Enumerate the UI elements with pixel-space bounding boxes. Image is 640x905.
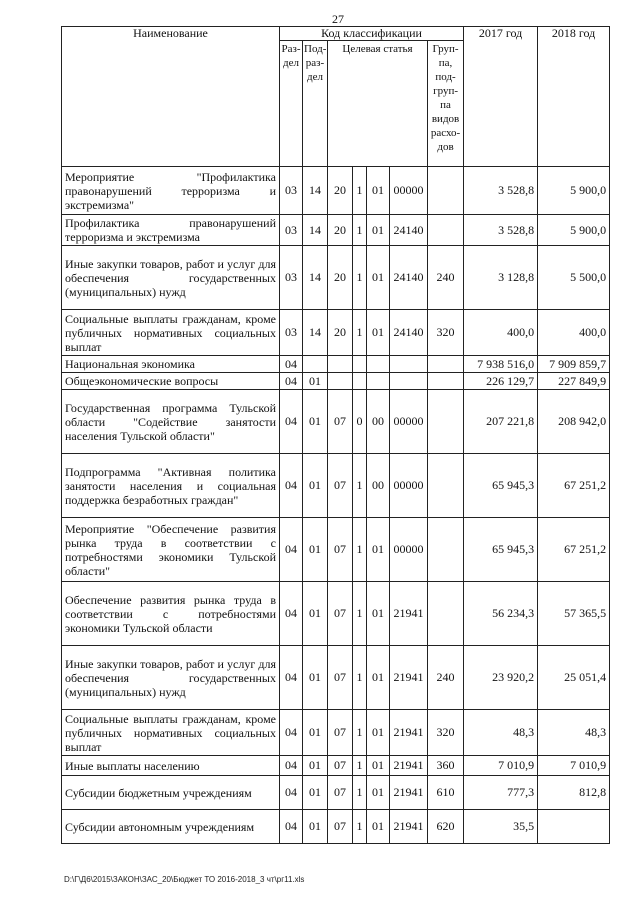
cell-t3: 01 [367,246,390,310]
cell-t1: 20 [328,167,353,215]
cell-t1 [328,356,353,373]
cell-razdel: 04 [280,810,303,844]
footer-file-path: D:\Г\Д6\2015\ЗАКОН\ЗАС_20\Бюджет ТО 2016-2018_3 чт\рг11.xls [64,875,305,884]
cell-group [428,373,464,390]
cell-t2: 1 [353,167,367,215]
cell-razdel: 04 [280,582,303,646]
cell-razdel: 04 [280,390,303,454]
cell-t2: 1 [353,810,367,844]
cell-podrazdel: 14 [303,215,328,246]
cell-y2017: 35,5 [464,810,538,844]
cell-group: 240 [428,246,464,310]
header-group: Груп-па, под-груп-па видов расхо-дов [428,41,464,167]
cell-razdel: 03 [280,246,303,310]
cell-t1: 07 [328,710,353,756]
cell-t2: 0 [353,390,367,454]
cell-razdel: 04 [280,356,303,373]
cell-t4: 21941 [390,646,428,710]
cell-group: 240 [428,646,464,710]
cell-y2018: 25 051,4 [538,646,610,710]
cell-razdel: 04 [280,756,303,776]
table-row [62,167,610,215]
cell-y2017: 65 945,3 [464,454,538,518]
page-number: 27 [332,12,344,26]
cell-t2 [353,356,367,373]
cell-y2017: 207 221,8 [464,390,538,454]
cell-t2: 1 [353,776,367,810]
cell-t4: 24140 [390,215,428,246]
cell-t2 [353,373,367,390]
cell-podrazdel: 01 [303,646,328,710]
cell-razdel: 03 [280,310,303,356]
cell-name: Профилактика правонарушений терроризма и экстремизма [62,215,280,246]
cell-y2018: 57 365,5 [538,582,610,646]
cell-group [428,167,464,215]
cell-y2018: 5 500,0 [538,246,610,310]
table-row [62,215,610,246]
cell-name: Субсидии бюджетным учреждениям [62,776,280,810]
cell-t4: 00000 [390,454,428,518]
cell-group [428,390,464,454]
table-row [62,710,610,756]
cell-t4: 00000 [390,518,428,582]
cell-t3 [367,373,390,390]
table-row [62,582,610,646]
cell-razdel: 04 [280,646,303,710]
cell-group [428,518,464,582]
cell-y2017: 7 938 516,0 [464,356,538,373]
cell-razdel: 04 [280,710,303,756]
table-row [62,646,610,710]
table-row [62,518,610,582]
table-row [62,454,610,518]
cell-t1: 20 [328,215,353,246]
header-podrazdel: Под-раз-дел [303,41,328,167]
cell-podrazdel: 01 [303,776,328,810]
cell-t4: 24140 [390,246,428,310]
cell-y2017: 777,3 [464,776,538,810]
cell-t3: 01 [367,518,390,582]
header-code-group: Код классификации [280,27,464,41]
table-row [62,310,610,356]
cell-t3 [367,356,390,373]
cell-t1: 07 [328,518,353,582]
cell-t4 [390,356,428,373]
cell-t4: 21941 [390,776,428,810]
cell-t4: 21941 [390,582,428,646]
cell-t2: 1 [353,454,367,518]
cell-t2: 1 [353,246,367,310]
cell-t1: 07 [328,810,353,844]
cell-name: Подпрограмма "Активная политика занятости населения и социальная поддержка безработных граждан" [62,454,280,518]
cell-name: Государственная программа Тульской области "Содействие занятости населения Тульской области" [62,390,280,454]
cell-razdel: 04 [280,454,303,518]
cell-t2: 1 [353,756,367,776]
cell-t3: 01 [367,710,390,756]
cell-name: Иные закупки товаров, работ и услуг для обеспечения государственных (муниципальных) нужд [62,646,280,710]
cell-podrazdel: 01 [303,810,328,844]
cell-group [428,454,464,518]
cell-t2: 1 [353,646,367,710]
cell-group [428,582,464,646]
cell-t3: 01 [367,215,390,246]
cell-t3: 01 [367,582,390,646]
cell-y2018 [538,810,610,844]
header-razdel: Раз-дел [280,41,303,167]
cell-t2: 1 [353,582,367,646]
cell-t4: 00000 [390,167,428,215]
budget-table [61,26,610,844]
cell-y2018: 7 909 859,7 [538,356,610,373]
cell-y2018: 67 251,2 [538,454,610,518]
cell-t3: 00 [367,454,390,518]
cell-t3: 01 [367,776,390,810]
cell-t1 [328,373,353,390]
header-year-2017: 2017 год [464,27,538,167]
cell-name: Иные закупки товаров, работ и услуг для обеспечения государственных (муниципальных) нужд [62,246,280,310]
table-row [62,810,610,844]
cell-name: Обеспечение развития рынка труда в соответствии с потребностями экономики Тульской области [62,582,280,646]
table-row [62,356,610,373]
cell-y2017: 3 528,8 [464,167,538,215]
cell-razdel: 04 [280,518,303,582]
cell-y2018: 227 849,9 [538,373,610,390]
cell-podrazdel: 01 [303,582,328,646]
cell-y2017: 400,0 [464,310,538,356]
cell-podrazdel: 01 [303,518,328,582]
cell-podrazdel: 01 [303,710,328,756]
cell-name: Общеэкономические вопросы [62,373,280,390]
cell-razdel: 04 [280,373,303,390]
cell-t3: 00 [367,390,390,454]
cell-razdel: 04 [280,776,303,810]
cell-y2017: 23 920,2 [464,646,538,710]
table-row [62,390,610,454]
cell-t1: 07 [328,454,353,518]
cell-t1: 20 [328,246,353,310]
cell-name: Социальные выплаты гражданам, кроме публичных нормативных социальных выплат [62,310,280,356]
cell-y2018: 48,3 [538,710,610,756]
table-row [62,246,610,310]
header-target: Целевая статья [328,41,428,167]
cell-podrazdel [303,356,328,373]
cell-podrazdel: 01 [303,373,328,390]
cell-group: 620 [428,810,464,844]
cell-y2017: 3 528,8 [464,215,538,246]
cell-y2018: 7 010,9 [538,756,610,776]
cell-y2017: 65 945,3 [464,518,538,582]
cell-razdel: 03 [280,167,303,215]
cell-t2: 1 [353,310,367,356]
header-row-top [62,27,610,41]
cell-name: Субсидии автономным учреждениям [62,810,280,844]
table-row [62,776,610,810]
cell-y2017: 226 129,7 [464,373,538,390]
cell-name: Мероприятие "Обеспечение развития рынка труда в соответствии с потребностями экономики Тульской области" [62,518,280,582]
cell-y2017: 7 010,9 [464,756,538,776]
cell-t4: 24140 [390,310,428,356]
cell-name: Иные выплаты населению [62,756,280,776]
cell-t2: 1 [353,518,367,582]
cell-y2018: 208 942,0 [538,390,610,454]
cell-group: 320 [428,710,464,756]
table-body [62,167,610,844]
cell-t3: 01 [367,167,390,215]
table-row [62,373,610,390]
cell-t1: 07 [328,646,353,710]
cell-podrazdel: 14 [303,246,328,310]
cell-t4 [390,373,428,390]
cell-group [428,356,464,373]
cell-y2017: 56 234,3 [464,582,538,646]
cell-name: Мероприятие "Профилактика правонарушений терроризма и экстремизма" [62,167,280,215]
cell-group [428,215,464,246]
cell-podrazdel: 01 [303,756,328,776]
cell-group: 360 [428,756,464,776]
cell-name: Национальная экономика [62,356,280,373]
cell-t3: 01 [367,810,390,844]
cell-y2018: 812,8 [538,776,610,810]
cell-t2: 1 [353,215,367,246]
cell-y2017: 3 128,8 [464,246,538,310]
cell-group: 610 [428,776,464,810]
cell-y2018: 5 900,0 [538,215,610,246]
cell-t1: 20 [328,310,353,356]
cell-t4: 21941 [390,756,428,776]
table-row [62,756,610,776]
cell-y2018: 67 251,2 [538,518,610,582]
cell-podrazdel: 14 [303,167,328,215]
cell-t1: 07 [328,390,353,454]
cell-t1: 07 [328,756,353,776]
cell-podrazdel: 01 [303,390,328,454]
cell-t3: 01 [367,310,390,356]
cell-t4: 00000 [390,390,428,454]
cell-podrazdel: 01 [303,454,328,518]
cell-razdel: 03 [280,215,303,246]
cell-y2018: 400,0 [538,310,610,356]
cell-t1: 07 [328,776,353,810]
cell-t3: 01 [367,756,390,776]
cell-group: 320 [428,310,464,356]
header-name: Наименование [62,27,280,167]
cell-podrazdel: 14 [303,310,328,356]
cell-t4: 21941 [390,710,428,756]
cell-name: Социальные выплаты гражданам, кроме публичных нормативных социальных выплат [62,710,280,756]
cell-t3: 01 [367,646,390,710]
cell-t4: 21941 [390,810,428,844]
cell-y2017: 48,3 [464,710,538,756]
cell-t1: 07 [328,582,353,646]
cell-y2018: 5 900,0 [538,167,610,215]
header-year-2018: 2018 год [538,27,610,167]
cell-t2: 1 [353,710,367,756]
